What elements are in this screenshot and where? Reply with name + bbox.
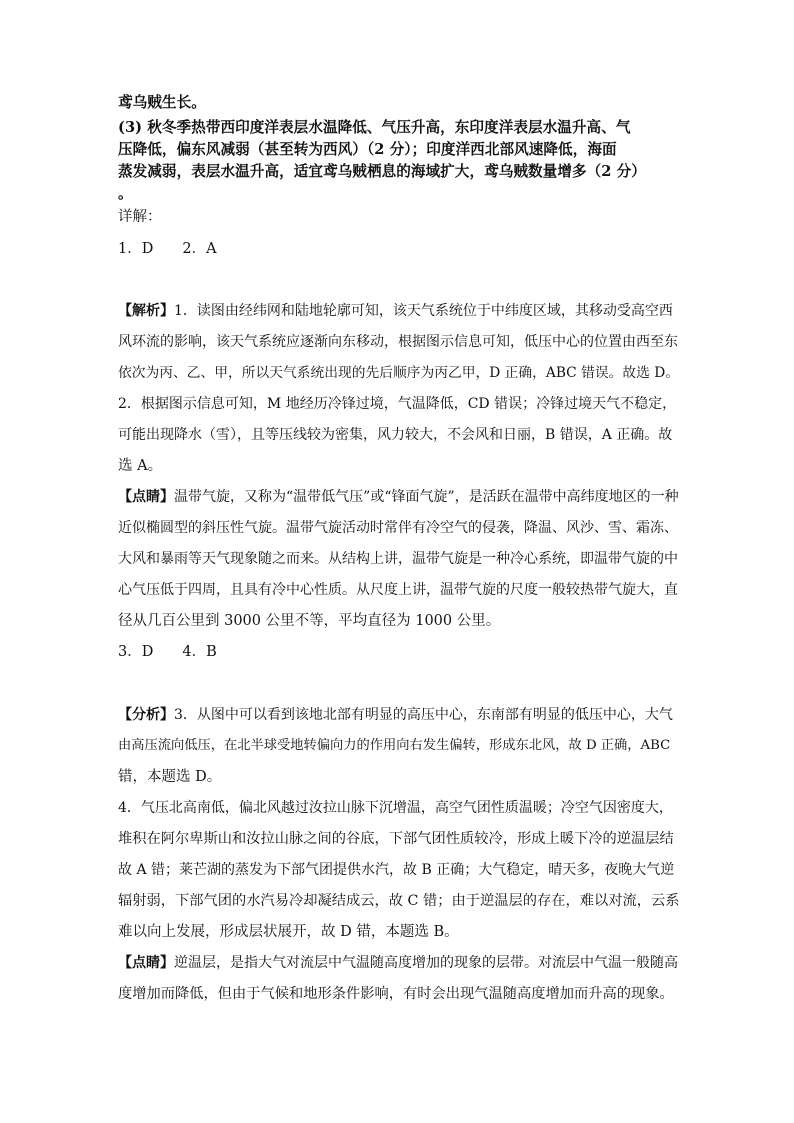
answer-line: 鸢乌贼生长。 (118, 94, 206, 111)
highlight-line: 近似椭圆型的斜压性气旋。温带气旋活动时常伴有冷空气的侵袭，降温、风沙、雪、霜冻、 (118, 520, 678, 536)
analysis-text: 1．读图由经纬网和陆地轮廓可知，该天气系统位于中纬度区域，其移动受高空西 (174, 303, 673, 319)
analysis-line: 由高压流向低压，在北半球受地转偏向力的作用向右发生偏转，形成东北风，故 D 正确，ABC (118, 738, 671, 753)
highlight-line (118, 487, 680, 507)
analysis-tag: 【解析】 (118, 303, 174, 319)
analysis-line: 可能出现降水（雪），且等压线较为密集，风力较大，不会风和日丽，B 错误，A 正确。故 (118, 427, 673, 443)
highlight-line: 大风和暴雨等天气现象随之而来。从结构上讲，温带气旋是一种冷心系统，即温带气旋的中 (118, 551, 678, 567)
highlight-line: 径从几百公里到 3000 公里不等，平均直径为 1000 公里。 (118, 613, 501, 629)
highlight-tag: 【点睛】 (118, 955, 174, 971)
analysis-line: 故 A 错；莱芒湖的蒸发为下部气团提供水汽，故 B 正确；大气稳定，晴天多，夜晚大气逆 (118, 862, 675, 878)
highlight-line (118, 953, 680, 973)
answer-line: 。 (118, 185, 133, 202)
highlight-text: 逆温层，是指大气对流层中气温随高度增加的现象的层带。对流层中气温一般随高 (174, 955, 678, 971)
analysis-line: 错，本题选 D。 (118, 769, 222, 785)
detail-label: 详解： (118, 209, 162, 225)
analysis-line (118, 301, 680, 321)
analysis-line: 选 A。 (118, 458, 163, 474)
analysis-line: 风环流的影响，该天气系统应逐渐向东移动，根据图示信息可知，低压中心的位置由西至东 (118, 334, 678, 350)
analysis-line: 难以向上发展，形成层状展开，故 D 错，本题选 B。 (118, 924, 459, 940)
highlight-text: 温带气旋，又称为“温带低气压”或“锋面气旋”，是活跃在温带中高纬度地区的一种 (174, 489, 679, 505)
highlight-tag: 【点睛】 (118, 489, 174, 505)
answer-line: 蒸发减弱，表层水温升高，适宜鸢乌贼栖息的海域扩大，鸢乌贼数量增多（2 分） (118, 163, 646, 180)
answer-line: (3) 秋冬季热带西印度洋表层水温降低、气压升高，东印度洋表层水温升高、气 (118, 119, 631, 136)
highlight-line: 度增加而降低，但由于气候和地形条件影响，有时会出现气温随高度增加而升高的现象。 (118, 986, 674, 1002)
analysis-line (118, 705, 680, 725)
analysis-tag: 【分析】 (118, 707, 174, 723)
highlight-line: 心气压低于四周，且具有冷中心性质。从尺度上讲，温带气旋的尺度一般较热带气旋大，直 (118, 582, 678, 598)
analysis-line: 辐射弱，下部气团的水汽易冷却凝结成云，故 C 错；由于逆温层的存在，难以对流，云系 (118, 893, 680, 909)
analysis-line: 2．根据图示信息可知，M 地经历冷锋过境，气温降低，CD 错误；冷锋过境天气不稳定， (118, 396, 677, 412)
analysis-text: 3．从图中可以看到该地北部有明显的高压中心，东南部有明显的低压中心，大气 (174, 707, 673, 723)
analysis-line: 堆积在阿尔卑斯山和汝拉山脉之间的谷底，下部气团性质较冷，形成上暖下冷的逆温层结 (118, 831, 674, 847)
answer-line: 压降低，偏东风减弱（甚至转为西风）（2 分）；印度洋西北部风速降低，海面 (118, 141, 617, 158)
analysis-line: 4．气压北高南低，偏北风越过汝拉山脉下沉增温，高空气团性质温暖；冷空气因密度大， (118, 800, 673, 816)
answers-q1-q2: 1．D 2．A (118, 241, 217, 257)
analysis-line: 依次为丙、乙、甲，所以天气系统出现的先后顺序为丙乙甲，D 正确，ABC 错误。故选 D。 (118, 365, 679, 381)
answers-q3-q4: 3．D 4．B (118, 644, 217, 660)
